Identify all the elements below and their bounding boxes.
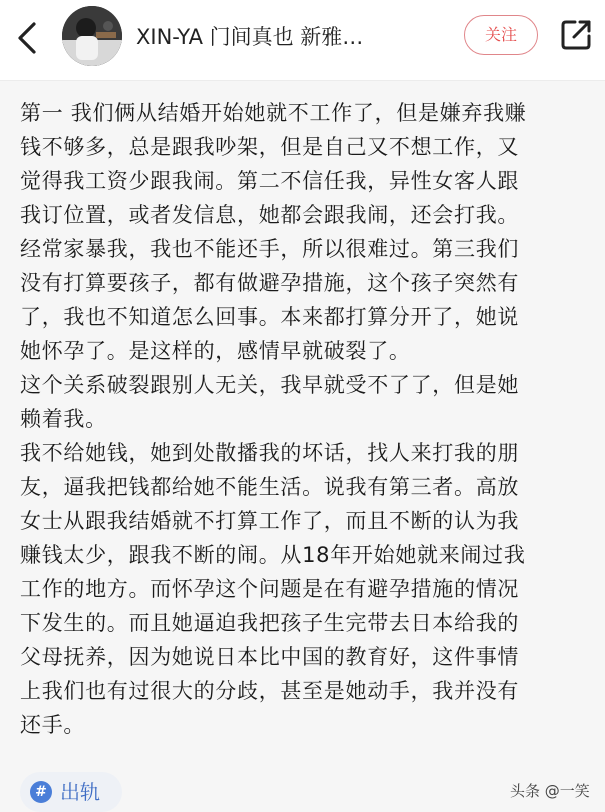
article-line: 她怀孕了。是这样的，感情早就破裂了。 [20,339,411,363]
follow-button[interactable]: 关注 [464,15,538,55]
hashtag-icon: # [30,781,52,803]
top-bar [0,0,605,81]
article-line: 钱不够多，总是跟我吵架，但是自己又不想工作，又 [20,135,520,159]
article-line: 经常家暴我，我也不能还手，所以很难过。第三我们 [20,237,520,261]
article-line: 我订位置，或者发信息，她都会跟我闹，还会打我。 [20,203,520,227]
account-name[interactable]: XIN-YA 门间真也 新雅… [136,25,364,49]
article-line: 没有打算要孩子，都有做避孕措施，这个孩子突然有 [20,271,520,295]
avatar-image [62,6,122,66]
share-button[interactable] [559,18,593,52]
article-line: 还手。 [20,713,86,737]
article-line: 赖着我。 [20,407,107,431]
article-line: 这个关系破裂跟别人无关，我早就受不了了，但是她 [20,373,520,397]
watermark: 头条 @一笑 [510,782,590,800]
topic-tag-label: 出轨 [60,780,100,804]
article-line: 了，我也不知道怎么回事。本来都打算分开了，她说 [20,305,520,329]
article-line: 觉得我工资少跟我闹。第二不信任我，异性女客人跟 [20,169,520,193]
article-line: 女士从跟我结婚就不打算工作了，而且不断的认为我 [20,509,520,533]
share-icon [559,18,593,52]
article-line: 下发生的。而且她逼迫我把孩子生完带去日本给我的 [20,611,520,635]
chevron-left-icon [14,20,42,56]
article-line: 友，逼我把钱都给她不能生活。说我有第三者。高放 [20,475,520,499]
topic-tag[interactable] [20,772,122,812]
article-line: 第一 我们俩从结婚开始她就不工作了，但是嫌弃我赚 [20,101,527,125]
article-line: 父母抚养，因为她说日本比中国的教育好，这件事情 [20,645,520,669]
article-line: 我不给她钱，她到处散播我的坏话，找人来打我的朋 [20,441,520,465]
article-line: 工作的地方。而怀孕这个问题是在有避孕措施的情况 [20,577,520,601]
avatar[interactable] [62,6,122,66]
article-body [20,96,590,742]
article-line: 赚钱太少，跟我不断的闹。从18年开始她就来闹过我 [20,543,526,567]
article-line: 上我们也有过很大的分歧，甚至是她动手，我并没有 [20,679,520,703]
back-button[interactable] [14,20,42,56]
